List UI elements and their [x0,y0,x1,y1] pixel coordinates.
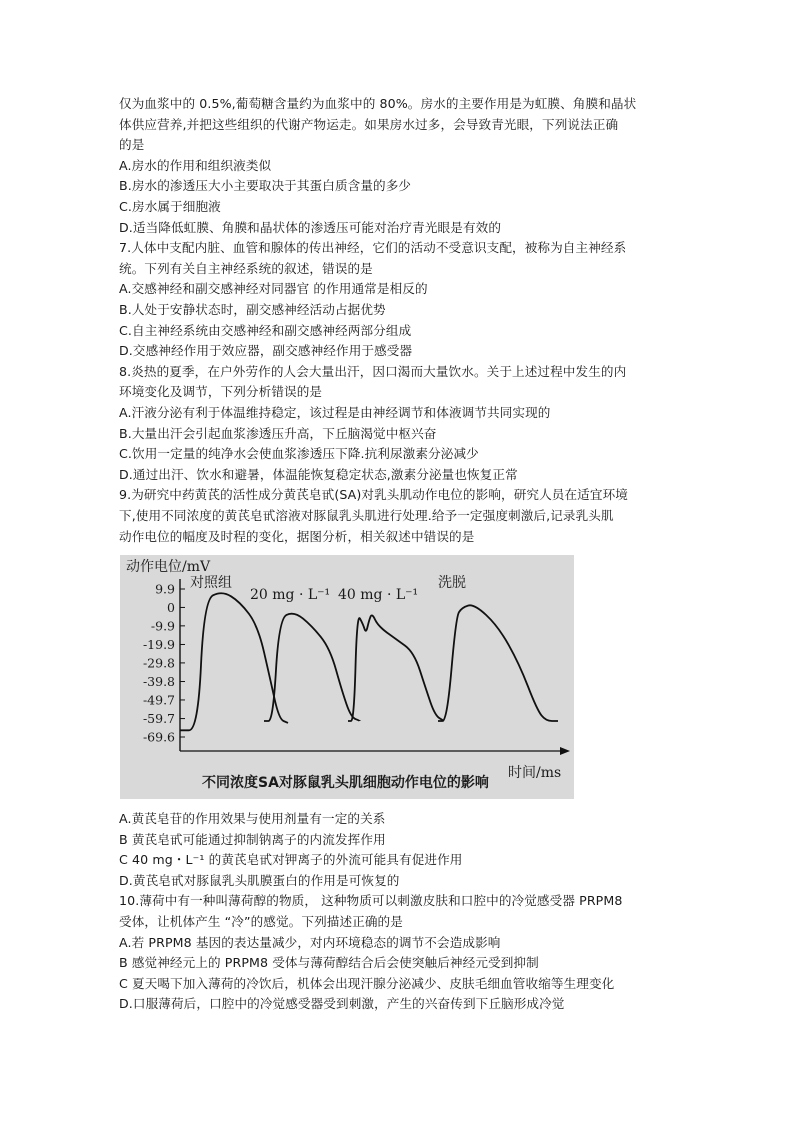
y-tick-label: -39.8 [142,674,175,690]
chart-title: 不同浓度SA对豚鼠乳头肌细胞动作电位的影响 [202,775,489,791]
question-stem-line: 下,使用不同浓度的黄芪皂甙溶液对豚鼠乳头肌进行处理.给予一定强度刺激后,记录乳头肌 [119,508,614,523]
y-tick-label: -59.7 [142,711,175,727]
series-line-1 [264,614,360,721]
series-label: 对照组 [190,575,232,591]
answer-option: B.房水的渗透压大小主要取决于其蛋白质含量的多少 [119,178,412,194]
y-tick-label: 0 [167,599,175,615]
question-stem-line: 7.人体中支配内脏、血管和腺体的传出神经，它们的活动不受意识支配，被称为自主神经系 [119,240,627,256]
series-line-3 [438,605,558,721]
answer-option: C.自主神经系统由交感神经和副交感神经两部分组成 [119,322,412,338]
question-stem-line: 8.炎热的夏季，在户外劳作的人会大量出汗，因口渴而大量饮水。关于上述过程中发生的内 [119,363,627,379]
y-axis-label: 动作电位/mV [126,559,211,575]
answer-option: D.交感神经作用于效应器，副交感神经作用于感受器 [119,343,413,359]
answer-option: D.通过出汗、饮水和避暑，体温能恢复稳定状态,激素分泌量也恢复正常 [119,466,518,482]
series-label: 20 mg · L⁻¹ [250,587,331,603]
answer-option: C.饮用一定量的纯净水会使血浆渗透压下降.抗利尿激素分泌减少 [119,446,479,462]
question-stem-line: 环境变化及调节，下列分析错误的是 [119,384,323,400]
answer-option: A.黄芪皂苷的作用效果与使用剂量有一定的关系 [119,811,386,826]
answer-option: C 夏天喝下加入薄荷的冷饮后，机体会出现汗腺分泌减少、皮肤毛细血管收缩等生理变化 [119,975,615,991]
answer-option: D.适当降低虹膜、角膜和晶状体的渗透压可能对治疗青光眼是有效的 [119,219,502,235]
question-stem-line: 统。下列有关自主神经系统的叙述，错误的是 [119,260,373,276]
answer-option: A.汗液分泌有利于体温维持稳定，该过程是由神经调节和体液调节共同实现的 [119,405,551,420]
answer-option: B 黄芪皂甙可能通过抑制钠离子的内流发挥作用 [119,831,386,847]
action-potential-figure [120,555,574,799]
y-tick-label: -9.9 [150,618,175,634]
series-label: 洗脱 [438,575,466,591]
series-label: 40 mg · L⁻¹ [338,587,419,603]
answer-option: B.大量出汗会引起血浆渗透压升高，下丘脑渴觉中枢兴奋 [119,425,437,441]
y-tick-label: -69.6 [142,729,175,745]
series-labels [190,575,466,603]
answer-option: A.房水的作用和组织液类似 [119,157,272,173]
answer-option: A.交感神经和副交感神经对同器官 的作用通常是相反的 [119,281,428,297]
series-line-2 [348,615,444,721]
question-stem-line: 10.薄荷中有一种叫薄荷醇的物质， 这种物质可以刺激皮肤和口腔中的冷觉感受器 PRPM8 [119,893,623,909]
intro-line: 的是 [119,137,145,153]
answer-option: C 40 mg・L⁻¹ 的黄芪皂甙对钾离子的外流可能具有促进作用 [119,852,463,868]
action-potential-chart [120,555,574,799]
question-stem-line: 9.为研究中药黄芪的活性成分黄芪皂甙(SA)对乳头肌动作电位的影响，研究人员在适宜环境 [119,487,628,503]
x-axis-arrow-icon [560,747,570,755]
x-axis-label: 时间/ms [508,765,562,781]
intro-line: 体供应营养,并把这些组织的代谢产物运走。如果房水过多，会导致青光眼，下列说法正确 [119,116,619,132]
intro-line: 仅为血浆中的 0.5%,葡萄糖含量约为血浆中的 80%。房水的主要作用是为虹膜、角膜和晶状 [119,96,637,111]
question-stem-line: 受体，让机体产生 “冷”的感觉。下列描述正确的是 [119,914,403,929]
answer-option: B 感觉神经元上的 PRPM8 受体与薄荷醇结合后会使突触后神经元受到抑制 [119,955,539,971]
answer-option: D.黄芪皂甙对豚鼠乳头肌膜蛋白的作用是可恢复的 [119,872,400,888]
y-ticks [143,582,185,745]
y-tick-label: 9.9 [155,581,175,597]
answer-option: C.房水属于细胞液 [119,199,221,214]
y-tick-label: -29.8 [142,655,175,671]
answer-option: B.人处于安静状态时，副交感神经活动占据优势 [119,302,386,317]
y-tick-label: -19.9 [142,636,175,652]
answer-option: D.口服薄荷后，口腔中的冷觉感受器受到刺激，产生的兴奋传到下丘脑形成冷觉 [119,996,565,1012]
answer-option: A.若 PRPM8 基因的表达量减少，对内环境稳态的调节不会造成影响 [119,934,501,950]
question-stem-line: 动作电位的幅度及时程的变化，据图分析，相关叙述中错误的是 [119,528,475,544]
curves [180,593,558,730]
y-tick-label: -49.7 [142,692,175,708]
